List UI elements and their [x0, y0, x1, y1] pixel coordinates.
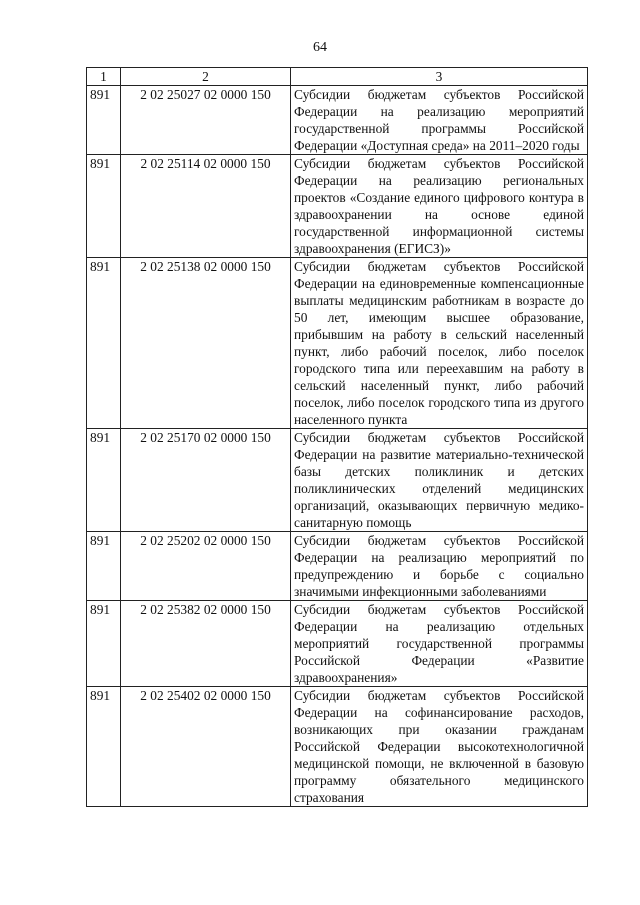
description-cell: Субсидии бюджетам субъектов Российской Федерации на единовременные компенсационные выплаты медицинским работникам в возрасте до 50 лет, имеющим высшее образование, прибывшим на работу в сельский населенный пункт, либо рабочий поселок, либо поселок городского типа или переехавшим на работу в сельский населенный пункт, либо рабочий поселок, либо поселок городского типа из другого населенного пункта [291, 258, 588, 429]
admin-code-cell: 891 [87, 258, 121, 429]
budget-code-cell: 2 02 25170 02 0000 150 [121, 429, 291, 532]
table-row [87, 86, 588, 155]
budget-code-cell: 2 02 25402 02 0000 150 [121, 687, 291, 807]
budget-code-cell: 2 02 25202 02 0000 150 [121, 532, 291, 601]
table-row [87, 155, 588, 258]
description-cell: Субсидии бюджетам субъектов Российской Федерации на реализацию региональных проектов «Создание единого цифрового контура в здравоохранении на основе единой государственной информационной системы здравоохранения (ЕГИСЗ)» [291, 155, 588, 258]
budget-code-cell: 2 02 25138 02 0000 150 [121, 258, 291, 429]
admin-code-cell: 891 [87, 155, 121, 258]
admin-code-cell: 891 [87, 601, 121, 687]
description-cell: Субсидии бюджетам субъектов Российской Федерации на реализацию мероприятий по предупреждению и борьбе с социально значимыми инфекционными заболеваниями [291, 532, 588, 601]
admin-code-cell: 891 [87, 532, 121, 601]
budget-code-cell: 2 02 25027 02 0000 150 [121, 86, 291, 155]
column-header-2: 2 [121, 68, 291, 86]
description-cell: Субсидии бюджетам субъектов Российской Федерации на реализацию мероприятий государственной программы Российской Федерации «Доступная среда» на 2011–2020 годы [291, 86, 588, 155]
admin-code-cell: 891 [87, 429, 121, 532]
description-cell: Субсидии бюджетам субъектов Российской Федерации на реализацию отдельных мероприятий государственной программы Российской Федерации «Развитие здравоохранения» [291, 601, 588, 687]
budget-code-cell: 2 02 25382 02 0000 150 [121, 601, 291, 687]
admin-code-cell: 891 [87, 687, 121, 807]
table-row [87, 532, 588, 601]
column-header-3: 3 [291, 68, 588, 86]
admin-code-cell: 891 [87, 86, 121, 155]
description-cell: Субсидии бюджетам субъектов Российской Федерации на развитие материально-технической базы детских поликлиник и детских поликлинических отделений медицинских организаций, оказывающих первичную медико-санитарную помощь [291, 429, 588, 532]
budget-code-cell: 2 02 25114 02 0000 150 [121, 155, 291, 258]
column-header-1: 1 [87, 68, 121, 86]
table-row [87, 429, 588, 532]
budget-codes-table [86, 67, 588, 807]
table-row [87, 687, 588, 807]
table-header-row [87, 68, 588, 86]
description-cell: Субсидии бюджетам субъектов Российской Федерации на софинансирование расходов, возникающих при оказании гражданам Российской Федерации высокотехнологичной медицинской помощи, не включенной в базовую программу обязательного медицинского страхования [291, 687, 588, 807]
page-number: 64 [313, 40, 327, 55]
table-row [87, 258, 588, 429]
table-row [87, 601, 588, 687]
